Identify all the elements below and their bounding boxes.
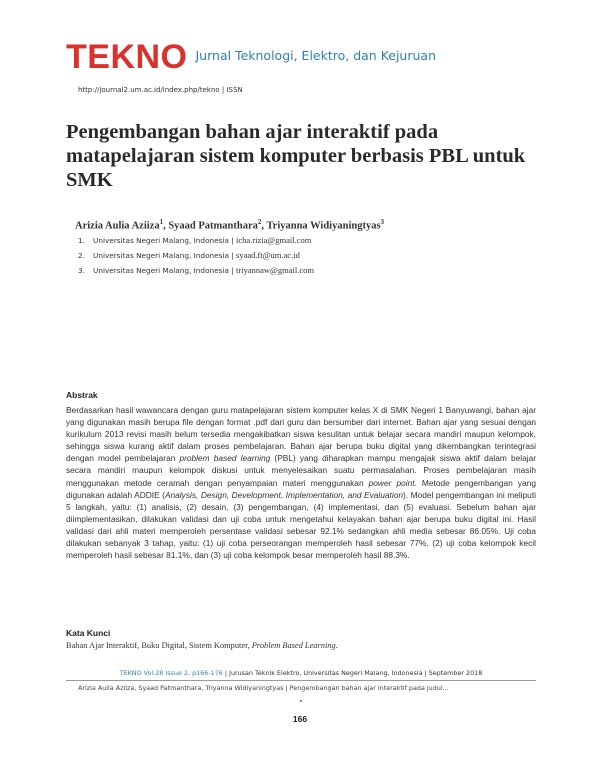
journal-masthead (66, 38, 436, 77)
author-affiliation-number: 3 (380, 218, 385, 226)
abstract-text: Berdasarkan hasil wawancara dengan guru matapelajaran sistem komputer kelas X di SMK Negeri 1 Banyuwangi, bahan ajar yang digunakan masih berupa file dengan format .pdf dari guru dan bersumber dari internet. Bahan ajar yang sesuai dengan kurikulum 2013 revisi masih belum tersedia mengakibatkan siswa kesulitan untuk belajar secara mandiri maupun kelompok, sehingga siswa kurang aktif dalam proses pembelajaran. Bahan ajar berupa buku digital yang dikembangkan terintegrasi dengan model pembelajaran problem based learning (PBL) yang diharapkan mampu mengajak siswa aktif dalam belajar secara mandiri maupun kelompok diskusi untuk menyelesaikan suatu permasalahan. Proses pembelajaran masih menggunakan metode ceramah dengan penyampaian materi menggunakan power point. Metode pengembangan yang digunakan adalah ADDIE (Analysis, Design, Development, Implementation, and Evaluation). Model pengembangan ini meliputi 5 langkah, yaitu: (1) analisis, (2) desain, (3) pengembangan, (4) implementasi, dan (5) evaluasi. Sebelum bahan ajar diimplementasikan, dilakukan validasi dan uji coba untuk mengetahui kelayakan bahan ajar berupa buku digital ini. Hasil validasi dari ahli materi memperoleh persentase validasi sebesar 92.1% sedangkan ahli media sebesar 86.05%. Uji coba dilakukan sebanyak 3 tahap, yaitu: (1) uji coba perseorangan memperoleh hasil sebesar 77%, (2) uji coba kelompok kecil memperoleh hasil sebesar 81.1%, dan (3) uji coba kelompok besar memperoleh hasil 88.3%. (66, 405, 536, 561)
decorative-dot (300, 700, 302, 702)
author-name: Syaad Patmanthara (168, 220, 258, 232)
running-footer: Arizia Aulia Aziiza, Syaad Patmanthara, Triyanna Widiyaningtyas | Pengembangan bahan ajar interaktif pada judul... (78, 684, 449, 692)
page-number: 166 (292, 714, 308, 724)
author-name: Arizia Aulia Aziiza (75, 220, 160, 232)
journal-volume: TEKNO Vol.28 Issue 2, p166-176 (119, 669, 223, 677)
keywords-text: Bahan Ajar Interaktif, Buku Digital, Sistem Komputer, Problem Based Learning. (66, 641, 338, 650)
journal-logo: TEKNO (66, 38, 188, 76)
affiliation-email[interactable]: icha.rizia@gmail.com (236, 235, 312, 245)
affiliation-email[interactable]: triyannaw@gmail.com (236, 265, 314, 275)
author-affiliation-number: 2 (257, 218, 262, 226)
affiliation-institution: Universitas Negeri Malang, Indonesia | (93, 251, 237, 260)
affiliation-item: 3. Universitas Negeri Malang, Indonesia | triyannaw@gmail.com (78, 265, 314, 275)
footer-divider (66, 680, 536, 681)
affiliation-email[interactable]: syaad.ft@um.ac.id (236, 250, 300, 260)
author-affiliation-number: 1 (159, 218, 164, 226)
abstract-heading: Abstrak (66, 390, 98, 400)
author-list: Arizia Aulia Aziiza$^1$, Syaad Patmanthara$^2$, Triyanna Widiyaningtyas$^3$ (75, 218, 385, 232)
article-title: Pengembangan bahan ajar interaktif pada matapelajaran sistem komputer berbasis PBL untuk SMK (66, 121, 526, 191)
keywords-heading: Kata Kunci (66, 628, 111, 638)
affiliation-item: 2. Universitas Negeri Malang, Indonesia | syaad.ft@um.ac.id (78, 250, 300, 260)
affiliation-list (78, 233, 314, 278)
journal-footer: TEKNO Vol.28 Issue 2, p166-176 | Jurusan Teknik Elektro, Universitas Negeri Malang, Indonesia | September 2018 (119, 669, 483, 677)
author-name: Triyanna Widiyaningtyas (266, 220, 381, 232)
affiliation-institution: Universitas Negeri Malang, Indonesia | (93, 236, 237, 245)
journal-subtitle: Jurnal Teknologi, Elektro, dan Kejuruan (195, 48, 436, 63)
affiliation-item: 1. Universitas Negeri Malang, Indonesia | icha.rizia@gmail.com (78, 235, 312, 245)
affiliation-institution: Universitas Negeri Malang, Indonesia | (93, 266, 237, 275)
journal-url[interactable]: http://journal2.um.ac.id/index.php/tekno | ISSN (78, 86, 243, 94)
